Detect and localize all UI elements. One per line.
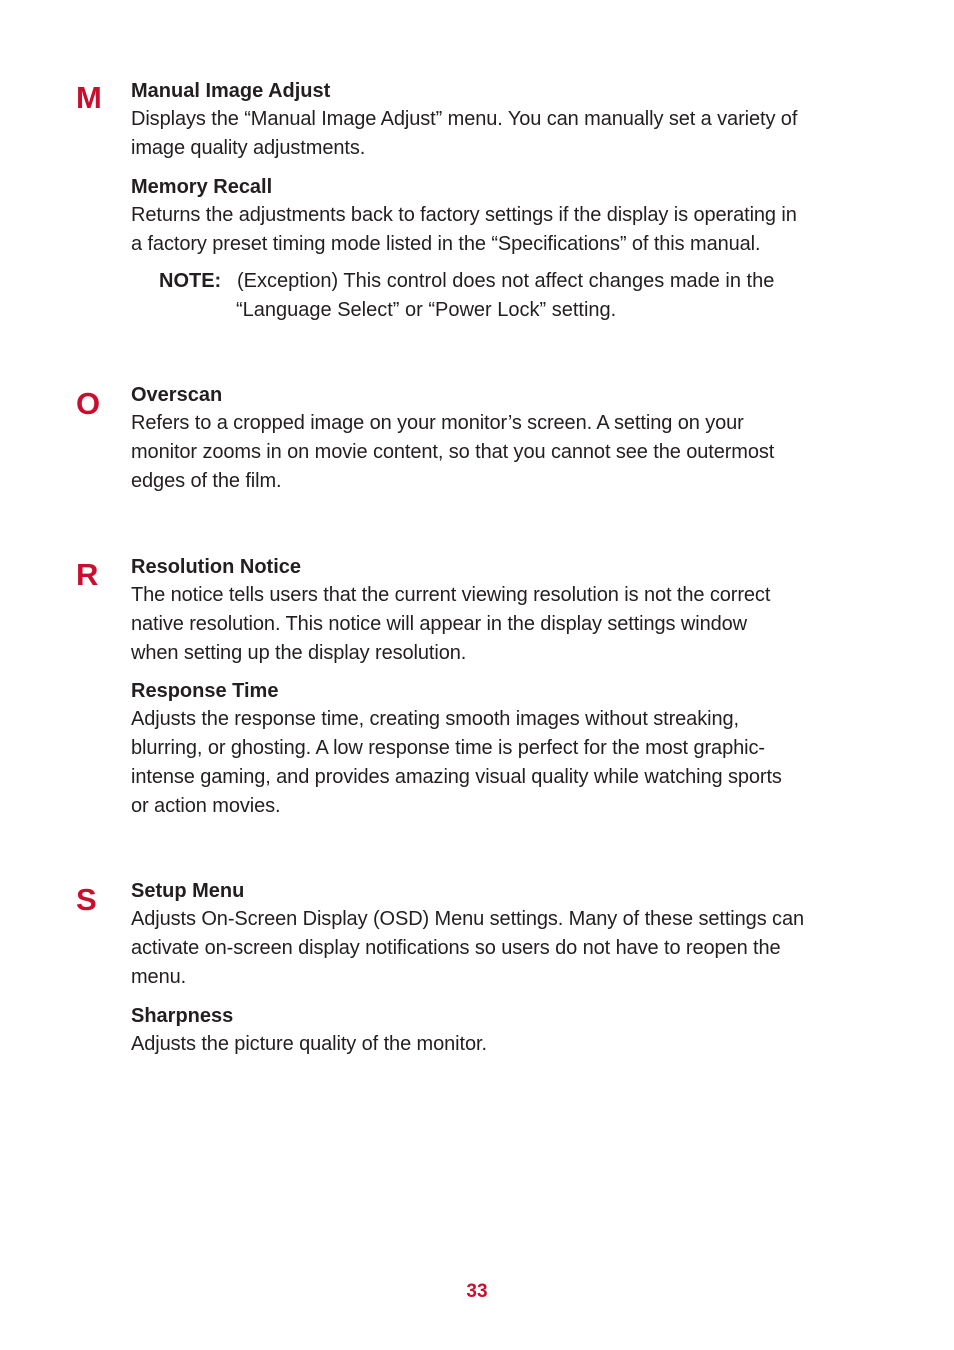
page-number: 33 bbox=[466, 1281, 488, 1302]
entry-manual-image-adjust bbox=[131, 77, 891, 163]
term-description-line: Adjusts the picture quality of the monitor. bbox=[131, 1033, 487, 1055]
term-description-line: intense gaming, and provides amazing visual quality while watching sports bbox=[131, 766, 782, 788]
term-title: Response Time bbox=[131, 680, 279, 702]
term-description-line: Adjusts the response time, creating smooth images without streaking, bbox=[131, 708, 739, 730]
term-description-line: Adjusts On-Screen Display (OSD) Menu settings. Many of these settings can bbox=[131, 908, 804, 930]
note-text-line: “Language Select” or “Power Lock” setting. bbox=[236, 299, 617, 321]
note-label: NOTE: bbox=[159, 270, 222, 292]
term-title: Setup Menu bbox=[131, 880, 245, 902]
term-description-line: native resolution. This notice will appear in the display settings window bbox=[131, 613, 748, 635]
term-description-line: Returns the adjustments back to factory settings if the display is operating in bbox=[131, 204, 797, 226]
section-letter-s: S bbox=[76, 882, 97, 917]
term-title: Memory Recall bbox=[131, 176, 273, 198]
note-text-line: (Exception) This control does not affect changes made in the bbox=[237, 270, 775, 292]
term-description-line: when setting up the display resolution. bbox=[131, 642, 467, 664]
term-description-line: a factory preset timing mode listed in the “Specifications” of this manual. bbox=[131, 233, 761, 255]
term-description-line: menu. bbox=[131, 966, 187, 988]
term-title: Resolution Notice bbox=[131, 556, 302, 578]
term-description-line: Displays the “Manual Image Adjust” menu. You can manually set a variety of bbox=[131, 108, 798, 130]
entry-sharpness bbox=[131, 1002, 891, 1059]
term-title: Manual Image Adjust bbox=[131, 80, 331, 102]
entry-overscan bbox=[131, 381, 891, 496]
term-description-line: Refers to a cropped image on your monitor’s screen. A setting on your bbox=[131, 412, 744, 434]
term-description-line: monitor zooms in on movie content, so that you cannot see the outermost bbox=[131, 441, 775, 463]
term-description-line: image quality adjustments. bbox=[131, 137, 366, 159]
term-description-line: activate on-screen display notifications so users do not have to reopen the bbox=[131, 937, 781, 959]
term-title: Sharpness bbox=[131, 1005, 234, 1027]
entry-resolution-notice bbox=[131, 553, 891, 668]
entry-memory-recall bbox=[131, 173, 891, 259]
section-letter-m: M bbox=[76, 80, 102, 115]
term-description-line: blurring, or ghosting. A low response time is perfect for the most graphic- bbox=[131, 737, 765, 759]
section-letter-r: R bbox=[76, 557, 99, 592]
section-letter-o: O bbox=[76, 386, 101, 421]
term-title: Overscan bbox=[131, 384, 223, 406]
entry-setup-menu bbox=[131, 877, 891, 992]
term-description-line: The notice tells users that the current viewing resolution is not the correct bbox=[131, 584, 771, 606]
term-description-line: edges of the film. bbox=[131, 470, 282, 492]
entry-response-time bbox=[131, 677, 891, 821]
note-block bbox=[159, 267, 859, 325]
term-description-line: or action movies. bbox=[131, 795, 281, 817]
